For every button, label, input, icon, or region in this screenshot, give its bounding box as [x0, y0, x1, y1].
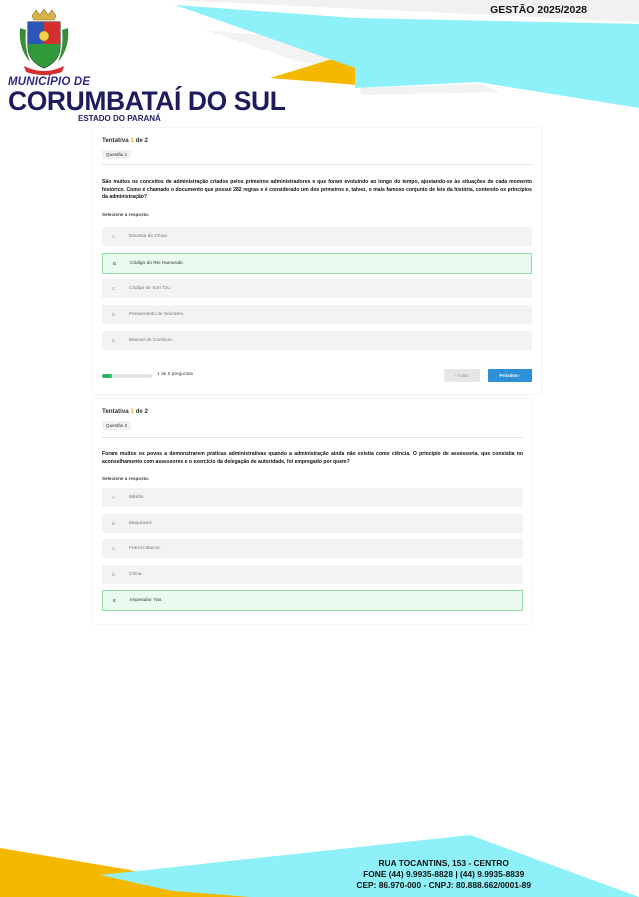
question-number-badge: Questão 1: [102, 150, 131, 159]
option-text: Imperador Yao.: [130, 598, 163, 603]
option-letter: D: [112, 312, 116, 317]
option-text: Francis Bacon.: [129, 546, 161, 551]
option-text: Maquiavel.: [129, 521, 153, 526]
attempt-current-number: 1: [130, 137, 134, 144]
select-answer-label: Selecione a resposta:: [102, 212, 150, 217]
attempt-counter: Tentativa 1 de 2: [102, 408, 148, 415]
answer-option-a[interactable]: [102, 488, 523, 507]
progress-bar-fill: [102, 374, 112, 378]
question-number-badge: Questão 2: [102, 421, 131, 430]
answer-option-c[interactable]: [102, 539, 523, 558]
option-text: Código de Sun Tzu.: [129, 286, 172, 291]
divider: [102, 437, 523, 438]
municipal-crest-icon: [14, 6, 74, 76]
option-letter: E: [113, 598, 117, 603]
letterhead-footer-art: [0, 830, 639, 897]
option-text: Código do Rei Hamurabi.: [130, 261, 184, 266]
address-cep-cnpj: CEP: 86.970-000 - CNPJ: 80.888.662/0001-89: [356, 880, 531, 890]
question-text: São muitos os conceitos de administração criados pelos primeiros administradores e que foram evoluindo ao longo do tempo, ajustando-se às situações de cada momento histórico. Como é chamado o documento que possui 282 regras e é considerado um dos primeiros e, talvez, o mais famoso conjunto de leis da história, contendo os princípios da administração?: [102, 179, 532, 201]
answer-option-d[interactable]: [102, 565, 523, 584]
option-letter: A: [112, 234, 116, 239]
answer-option-d[interactable]: [102, 305, 532, 324]
address-phones: FONE (44) 9.9935-8828 | (44) 9.9935-8839: [363, 869, 525, 879]
state-name: ESTADO DO PARANÁ: [78, 114, 161, 123]
answer-option-e[interactable]: [102, 331, 532, 350]
option-text: Pensamento de Sócrates.: [129, 312, 185, 317]
option-letter: C: [112, 546, 116, 551]
answer-option-a[interactable]: [102, 227, 532, 246]
option-letter: C: [112, 286, 116, 291]
address-street: RUA TOCANTINS, 153 - CENTRO: [378, 858, 509, 868]
quiz-card-question-2: [93, 399, 532, 624]
answer-option-e-selected[interactable]: [102, 590, 523, 611]
attempt-current-number: 1: [130, 408, 134, 415]
progress-text: 1 de 5 perguntas: [157, 372, 194, 377]
next-button[interactable]: Próximo ›: [488, 369, 532, 382]
divider: [102, 164, 532, 165]
city-name: CORUMBATAÍ DO SUL: [8, 86, 286, 116]
municipality-label: MUNICÍPIO DE: [8, 76, 91, 88]
answer-option-c[interactable]: [102, 279, 532, 298]
back-button[interactable]: ‹ Voltar: [444, 369, 480, 382]
attempt-counter: Tentativa 1 de 2: [102, 137, 148, 144]
option-text: Mênfis.: [129, 495, 145, 500]
answer-option-b-selected[interactable]: [102, 253, 532, 274]
option-letter: B: [113, 261, 117, 266]
option-letter: E: [112, 338, 116, 343]
progress-bar: [102, 374, 152, 378]
option-text: Manual de Confúcio.: [129, 338, 173, 343]
footer-address: [356, 858, 531, 891]
select-answer-label: Selecione a resposta:: [102, 476, 150, 481]
municipality-wordmark: [8, 76, 291, 124]
administration-term: GESTÃO 2025/2028: [490, 4, 587, 16]
question-text: Foram muitos os povos a demonstrarem práticas administrativas quando a administração ainda não existia como ciência. O princípio de assessoria, que consistia no aconselhamento com assessores e o exercício da delegação de autoridade, foi empregado por quem?: [102, 451, 523, 465]
option-text: Dinastia de Chow.: [129, 234, 168, 239]
quiz-card-question-1: [93, 128, 541, 394]
option-letter: A: [112, 495, 116, 500]
option-letter: B: [112, 521, 116, 526]
answer-option-b[interactable]: [102, 514, 523, 533]
option-text: China.: [129, 572, 143, 577]
option-letter: D: [112, 572, 116, 577]
